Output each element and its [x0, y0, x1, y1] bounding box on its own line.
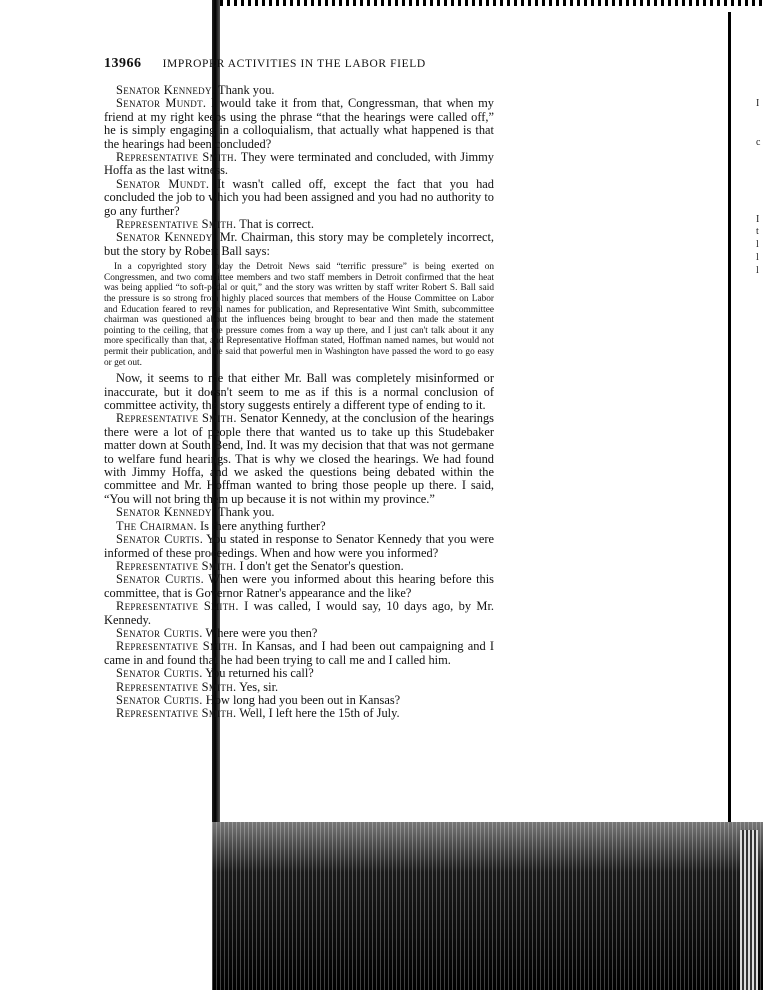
speech-text: Where were you then? [202, 625, 318, 640]
speaker-name: Representative Smith. [116, 411, 237, 426]
transcript-body [104, 84, 494, 721]
testimony-paragraph [104, 231, 494, 258]
testimony-paragraph [104, 218, 494, 231]
speech-text: It wasn't called off, except the fact that you had concluded the job to which you had been assigned and you had no authority to go any further? [104, 176, 494, 218]
facing-page-fragment: l [756, 252, 759, 263]
speaker-name: Senator Curtis. [116, 625, 203, 640]
running-header [104, 56, 504, 72]
speaker-name: Senator Mundt. [116, 176, 210, 191]
facing-page-fragment: c [756, 137, 761, 148]
testimony-paragraph [104, 640, 494, 667]
testimony-paragraph [104, 372, 494, 412]
testimony-paragraph [104, 412, 494, 506]
speaker-name: Senator Curtis. [116, 692, 203, 707]
speaker-name: Representative Smith. [116, 639, 238, 654]
speaker-name: Representative Smith. [116, 558, 237, 573]
page-number: 13966 [104, 56, 142, 71]
testimony-paragraph [104, 178, 494, 218]
speaker-name: Senator Mundt. [116, 96, 207, 111]
speech-text: Mr. Chairman, this story may be completely incorrect, but the story by Robert Ball says: [104, 230, 494, 258]
speech-text: Yes, sir. [236, 679, 279, 694]
quote-text: In a copyrighted story today the Detroit News said “terrific pressure” is being exerted on Congressmen, and two committee members and two staff members in Detroit confirmed that the heat was being applied “to soft-pedal or quit,” and the story was written by staff writer Robert S. Ball said the pressure is so strong from highly placed sources that members of the House Committee on Labor and Education feared to reveal names for publication, and Representative Wint Smith, subcommittee chairman was questioned about the influences being brought to bear and then made the statement pointing to the ceiling, that the pressure comes from a way up there, and I just can't talk about it any more specifically than that, and Representative Hoffman stated, Hoffman named names, but would not permit their publication, and he said that powerful men in Washington have passed the word to go easy or get out. [104, 262, 494, 368]
testimony-paragraph [104, 506, 494, 519]
speaker-name: Senator Kennedy. [116, 505, 216, 520]
testimony-paragraph [104, 573, 494, 600]
testimony-paragraph [104, 560, 494, 573]
testimony-paragraph [104, 151, 494, 178]
testimony-paragraph [104, 707, 494, 720]
speech-text: When were you informed about this hearing before this committee, that is Governor Ratner's appearance and the like? [104, 572, 494, 600]
speaker-name: Representative Smith. [116, 599, 239, 614]
testimony-paragraph [104, 667, 494, 680]
running-title: IMPROPER ACTIVITIES IN THE LABOR FIELD [162, 58, 426, 70]
speaker-name: Senator Curtis. [116, 572, 205, 587]
testimony-paragraph [104, 627, 494, 640]
testimony-paragraph [104, 520, 494, 533]
speech-text: I would take it from that, Congressman, that when my friend at my right keeps using the phrase “that the hearings were called off,” he is simply engaging in a colloquialism, that actually what happened is that the hearings had been concluded? [104, 96, 494, 151]
testimony-paragraph [104, 694, 494, 707]
speech-text: Now, it seems to me that either Mr. Ball was completely misinformed or inaccurate, but it doesn't seem to me as if this is a normal conclusion of committee activity, the story suggests entirely a different type of ending to it. [104, 371, 494, 413]
quoted-news-story [104, 262, 494, 368]
speaker-name: Senator Kennedy. [116, 83, 216, 97]
speaker-name: Representative Smith. [116, 150, 238, 165]
speech-text: I don't get the Senator's question. [236, 558, 404, 573]
facing-page-fragment: I [756, 214, 760, 225]
speech-text: Well, I left here the 15th of July. [236, 706, 400, 721]
facing-page-fragment: I [756, 98, 760, 109]
speech-text: You stated in response to Senator Kennedy that you were informed of these proceedings. When and how were you informed? [104, 532, 494, 560]
testimony-block-2 [104, 372, 494, 721]
speaker-name: Representative Smith. [116, 217, 237, 232]
speech-text: That is correct. [236, 217, 314, 232]
facing-page-fragment: l [756, 239, 759, 250]
speaker-name: Representative Smith. [116, 679, 237, 694]
testimony-paragraph [104, 681, 494, 694]
scan-bottom-shadow [212, 822, 763, 990]
speech-text: Is there anything further? [196, 518, 326, 533]
speaker-name: The Chairman. [116, 518, 197, 533]
testimony-block-1 [104, 84, 494, 258]
facing-page-fragment: t [756, 226, 759, 237]
speaker-name: Senator Kennedy. [116, 230, 216, 245]
speech-text: In Kansas, and I had been out campaigning and I came in and found that he had been trying to call me and I called him. [104, 639, 494, 667]
testimony-paragraph [104, 600, 494, 627]
scan-bottom-edge [740, 830, 758, 990]
speaker-name: Senator Curtis. [116, 532, 204, 547]
speaker-name: Senator Curtis. [116, 666, 203, 681]
testimony-paragraph [104, 533, 494, 560]
speech-text: You returned his call? [202, 666, 314, 681]
speech-text: How long had you been out in Kansas? [202, 692, 401, 707]
speech-text: I was called, I would say, 10 days ago, by Mr. Kennedy. [104, 599, 494, 627]
speech-text: Thank you. [215, 505, 275, 520]
facing-page-fragment: l [756, 265, 759, 276]
speech-text: Senator Kennedy, at the conclusion of the hearings there were a lot of people there that wanted us to take up this Studebaker matter down at South Bend, Ind. It was my decision that that was not germane to welfare fund hearings. That is why we closed the hearings. We had found with Jimmy Hoffa, and we asked the questions being debated within the committee and Mr. Hoffman wanted to bring those people up there. I said, “You will not bring them up because it is not within my province.” [104, 411, 494, 506]
speaker-name: Representative Smith. [116, 706, 237, 721]
speech-text: Thank you. [215, 83, 275, 97]
testimony-paragraph [104, 97, 494, 151]
speech-text: They were terminated and concluded, with Jimmy Hoffa as the last witness. [104, 150, 494, 178]
testimony-paragraph [104, 84, 494, 97]
